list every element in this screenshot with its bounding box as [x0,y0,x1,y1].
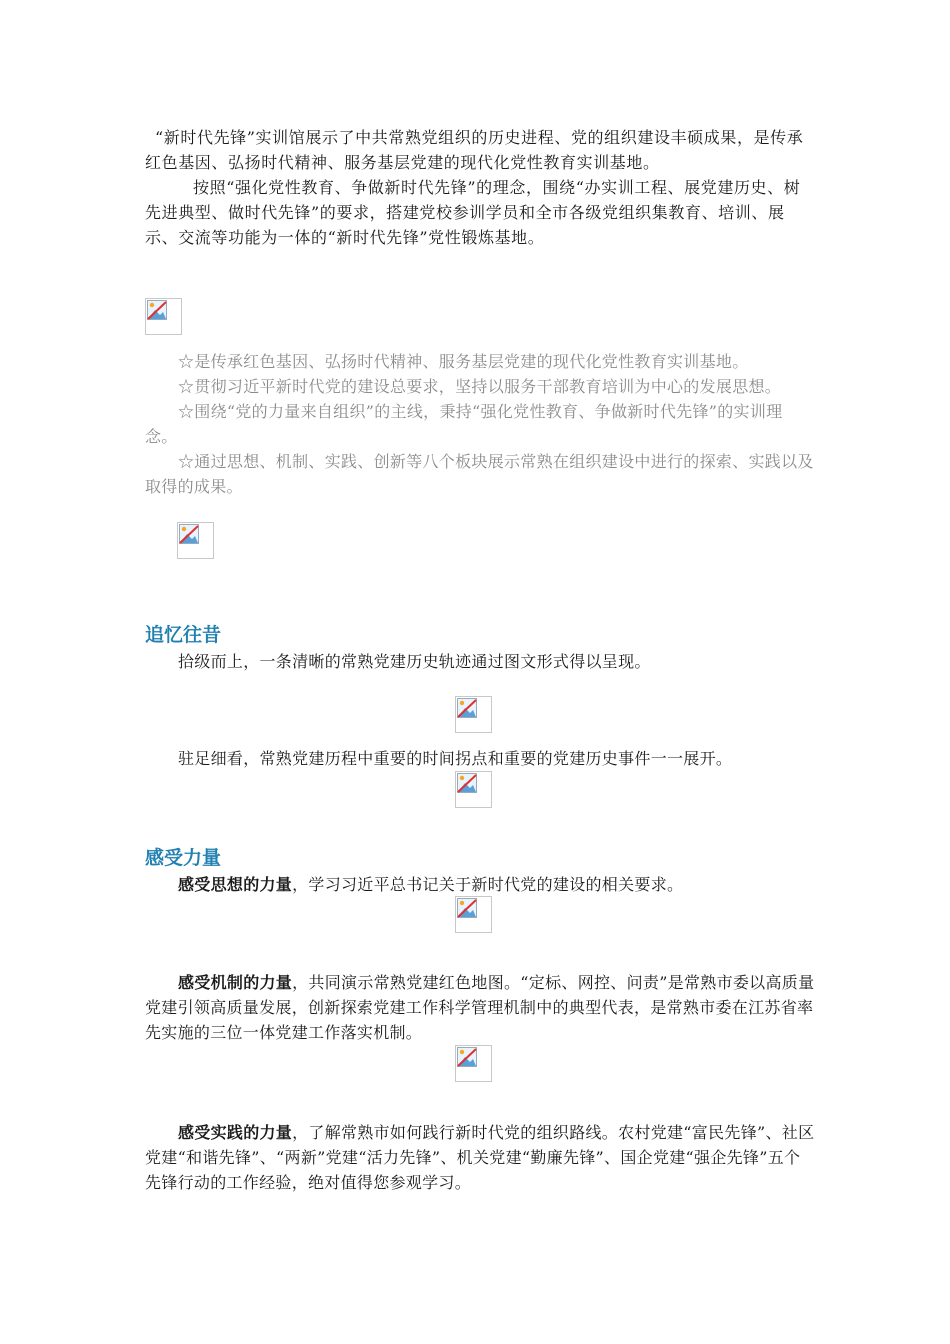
power-paragraph-3-text: ，了解常熟市如何践行新时代党的组织路线。农村党建“富民先锋”、社区党建“和谐先锋”、“两新”党建“活力先锋”、机关党建“勤廉先锋”、国企党建“强企先锋”五个先锋行动的工作经验，绝对值得您参观学习。 [145,1123,815,1192]
power-paragraph-2 [145,970,815,1045]
broken-image-icon [455,1045,492,1082]
recall-paragraph-1: 拾级而上，一条清晰的常熟党建历史轨迹通过图文形式得以呈现。 [178,652,651,671]
power-paragraph-1 [145,872,815,897]
broken-image-icon [455,896,492,933]
intro-paragraph-1: “新时代先锋”实训馆展示了中共常熟党组织的历史进程、党的组织建设丰硕成果，是传承红色基因、弘扬时代精神、服务基层党建的现代化党性教育实训基地。 [145,128,804,172]
star-item-1: ☆是传承红色基因、弘扬时代精神、服务基层党建的现代化党性教育实训基地。 [178,352,749,371]
power-paragraph-2-text: ，共同演示常熟党建红色地图。“定标、网控、问责”是常熟市委以高质量党建引领高质量发展，创新探索党建工作科学管理机制中的典型代表，是常熟市委在江苏省率先实施的三位一体党建工作落实机制。 [145,973,815,1042]
star-item-2: ☆贯彻习近平新时代党的建设总要求，坚持以服务干部教育培训为中心的发展思想。 [178,377,782,396]
power-paragraph-1-bold: 感受思想的力量 [178,875,293,894]
broken-image-icon [455,771,492,808]
section-title-power: 感受力量 [145,847,222,869]
section-title-recall: 追忆往昔 [145,624,222,646]
star-item-4: ☆通过思想、机制、实践、创新等八个板块展示常熟在组织建设中进行的探索、实践以及取得的成果。 [145,452,814,496]
power-paragraph-1-text: ，学习习近平总书记关于新时代党的建设的相关要求。 [292,875,684,894]
power-paragraph-3-bold: 感受实践的力量 [178,1123,293,1142]
broken-image-icon [177,522,214,559]
star-item-3: ☆围绕“党的力量来自组织”的主线，秉持“强化党性教育、争做新时代先锋”的实训理念。 [145,402,783,446]
recall-paragraph-2: 驻足细看，常熟党建历程中重要的时间拐点和重要的党建历史事件一一展开。 [178,749,733,768]
broken-image-icon [145,298,182,335]
star-list [145,349,815,499]
power-paragraph-3 [145,1120,815,1195]
intro-paragraph-2: 按照“强化党性教育、争做新时代先锋”的理念，围绕“办实训工程、展党建历史、树先进典型、做时代先锋”的要求，搭建党校参训学员和全市各级党组织集教育、培训、展示、交流等功能为一体的“新时代先锋”党性锻炼基地。 [145,178,801,247]
power-paragraph-2-bold: 感受机制的力量 [178,973,293,992]
broken-image-icon [455,696,492,733]
